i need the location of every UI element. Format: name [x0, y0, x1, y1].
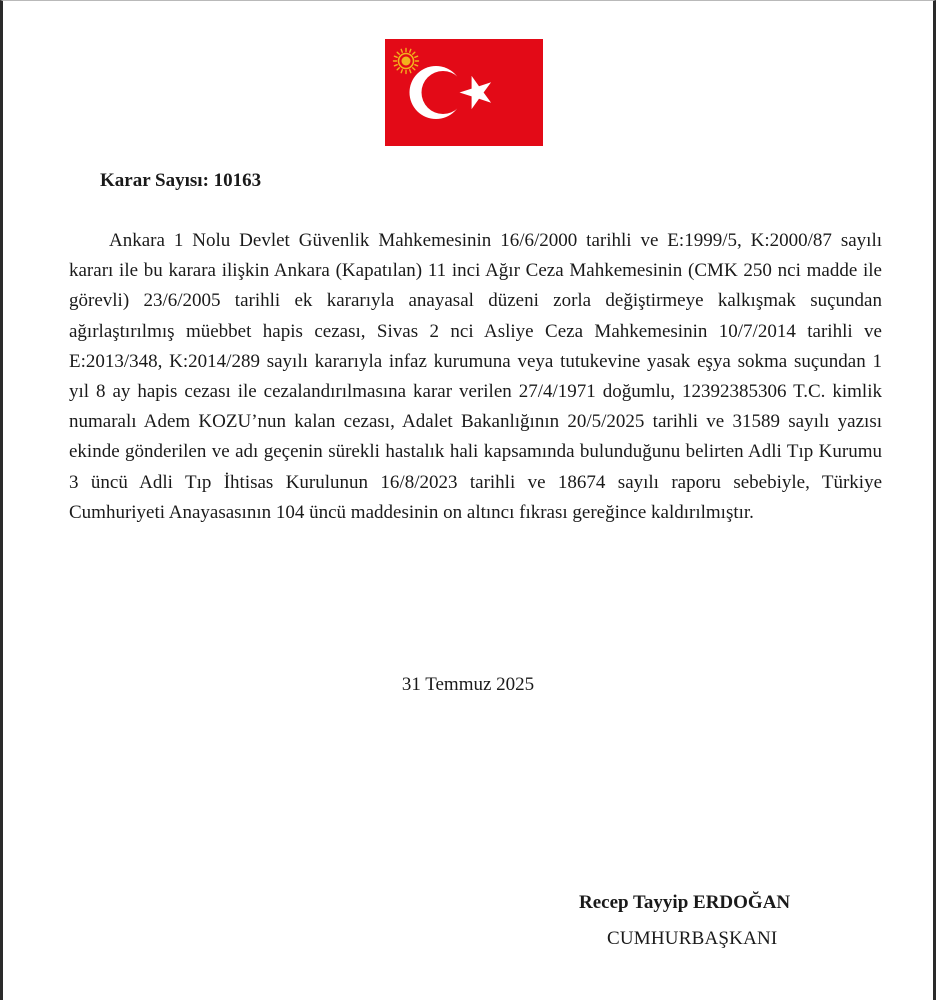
decision-body-text: Ankara 1 Nolu Devlet Güvenlik Mahkemesinin 16/6/2000 tarihli ve E:1999/5, K:2000/87 sayılı kararı ile bu karara ilişkin Ankara (Kapatılan) 11 inci Ağır Ceza Mahkemesinin (CMK 250 nci madde ile görevli) 23/6/2005 tarihli ek kararıyla anayasal düzeni zorla değiştirmeye kalkışmak suçundan ağırlaştırılmış müebbet hapis cezası, Sivas 2 nci Asliye Ceza Mahkemesinin 10/7/2014 tarihli ve E:2013/348, K:2014/289 sayılı kararıyla infaz kurumuna veya tutukevine yasak eşya sokma suçundan 1 yıl 8 ay hapis cezası ile cezalandırılmasına karar verilen 27/4/1971 doğumlu, 12392385306 T.C. kimlik numaralı Adem KOZU’nun kalan cezası, Adalet Bakanlığının 20/5/2025 tarihli ve 31589 sayılı yazısı ekinde gönderilen ve adı geçenin sürekli hastalık hali kapsamında bulunduğunu belirten Adli Tıp Kurumu 3 üncü Adli Tıp İhtisas Kurulunun 16/8/2023 tarihli ve 18674 sayılı raporu sebebiyle, Türkiye Cumhuriyeti Anayasasının 104 üncü maddesinin on altıncı fıkrası gereğince kaldırılmıştır. [69, 230, 882, 523]
signatory-name: Recep Tayyip ERDOĞAN [579, 892, 791, 913]
flag-icon [385, 39, 543, 146]
decision-number: Karar Sayısı: 10163 [100, 170, 262, 191]
decision-date: 31 Temmuz 2025 [401, 674, 535, 695]
signatory-title: CUMHURBAŞKANI [607, 928, 778, 949]
turkish-flag-emblem [385, 39, 543, 146]
